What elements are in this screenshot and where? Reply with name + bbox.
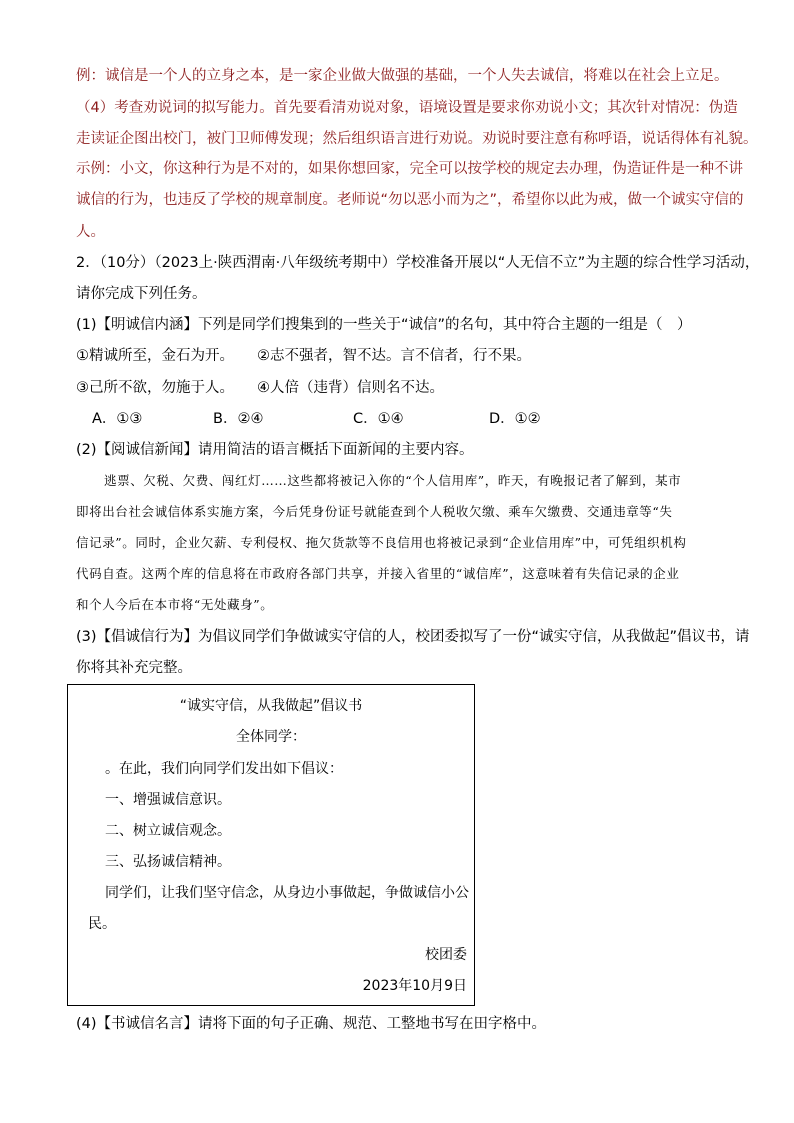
sub-question-1: (1)【明诚信内涵】下列是同学们搜集到的一些关于“诚信”的名句，其中符合主题的一组是（ ） xyxy=(76,317,692,333)
option-c: C．①④ xyxy=(353,411,404,427)
sub-question-3: (3)【倡诚信行为】为倡议同学们争做诚实守信的人，校团委拟写了一份“诚实守信，从我做起”倡议书，请 xyxy=(76,629,750,645)
answer-line: 例：诚信是一个人的立身之本，是一家企业做大做强的基础，一个人失去诚信，将难以在社会上立足。 xyxy=(76,68,729,84)
news-line: 逃票、欠税、欠费、闯红灯……这些都将被记入你的“个人信用库”，昨天，有晚报记者了解到，某市 xyxy=(104,473,682,488)
answer-line: 走读证企图出校门，被门卫师傅发现；然后组织语言进行劝说。劝说时要注意有称呼语，说话得体有礼貌。 xyxy=(76,131,758,147)
sub-question-3-cont: 你将其补充完整。 xyxy=(76,660,192,676)
option-d: D．①② xyxy=(489,411,541,427)
quote-2: ②志不强者，智不达。言不信者，行不果。 xyxy=(257,348,531,364)
proposal-greeting: 全体同学： xyxy=(236,729,306,745)
answer-line: （4）考查劝说词的拟写能力。首先要看清劝说对象，语境设置是要求你劝说小文；其次针对情况：伪造 xyxy=(76,100,738,116)
proposal-item-2: 二、树立诚信观念。 xyxy=(105,823,231,839)
quote-3: ③己所不欲，勿施于人。 xyxy=(76,380,234,396)
question-header: 2．（10分）（2023上·陕西渭南·八年级统考期中）学校准备开展以“人无信不立”为主题的综合性学习活动， xyxy=(76,255,760,271)
proposal-item-1: 一、增强诚信意识。 xyxy=(105,792,231,808)
answer-line: 人。 xyxy=(76,224,105,240)
sub-question-2: (2)【阅诚信新闻】请用简洁的语言概括下面新闻的主要内容。 xyxy=(76,442,474,458)
quote-1: ①精诚所至，金石为开。 xyxy=(76,348,234,364)
proposal-closing: 同学们，让我们坚守信念，从身边小事做起，争做诚信小公 xyxy=(105,885,469,901)
news-line: 信记录”。同时，企业欠薪、专利侵权、拖欠货款等不良信用也将被记录到“企业信用库”中，可凭组织机构 xyxy=(76,535,687,550)
question-header: 请你完成下列任务。 xyxy=(76,286,207,302)
news-line: 即将出台社会诚信体系实施方案，今后凭身份证号就能查到个人税收欠缴、乘车欠缴费、交通违章等“失 xyxy=(76,504,673,519)
proposal-title: “诚实守信，从我做起”倡议书 xyxy=(179,698,363,714)
proposal-signer: 校团委 xyxy=(425,947,467,963)
option-a: A．①③ xyxy=(92,411,143,427)
answer-line: 诚信的行为，也违反了学校的规章制度。老师说“勿以恶小而为之”，希望你以此为戒，做一个诚实守信的 xyxy=(76,192,744,208)
quote-4: ④人倍（违背）信则名不达。 xyxy=(257,380,444,396)
news-line: 代码自查。这两个库的信息将在市政府各部门共享，并接入省里的“诚信库”，这意味着有失信记录的企业 xyxy=(76,566,680,581)
proposal-date: 2023年10月9日 xyxy=(362,978,467,994)
proposal-item-3: 三、弘扬诚信精神。 xyxy=(105,854,231,870)
proposal-box xyxy=(67,684,475,1006)
proposal-closing-cont: 民。 xyxy=(88,916,116,932)
news-line: 和个人今后在本市将“无处藏身”。 xyxy=(76,597,274,612)
option-b: B．②④ xyxy=(213,411,264,427)
answer-line: 示例：小文，你这种行为是不对的，如果你想回家，完全可以按学校的规定去办理，伪造证件是一种不讲 xyxy=(76,161,743,177)
sub-question-4: (4)【书诚信名言】请将下面的句子正确、规范、工整地书写在田字格中。 xyxy=(76,1016,547,1032)
proposal-intro: 。在此，我们向同学们发出如下倡议： xyxy=(105,761,343,777)
